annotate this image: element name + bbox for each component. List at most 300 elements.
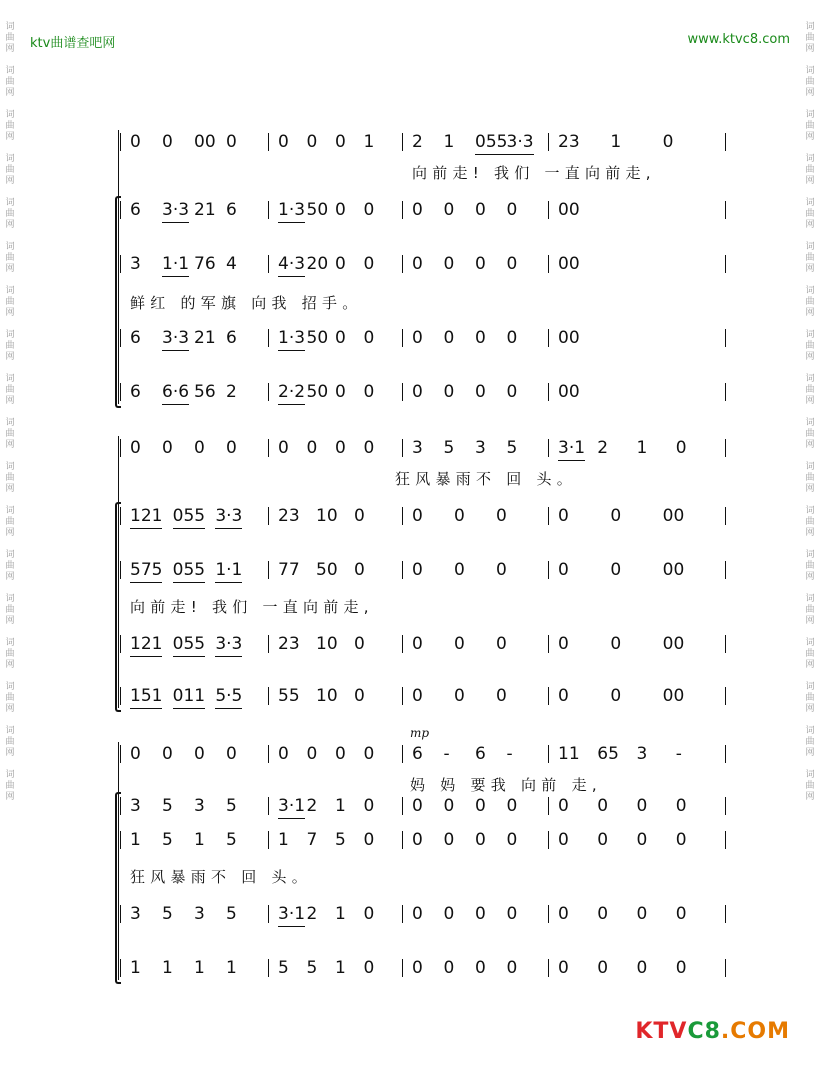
note-token: 5·5: [215, 684, 242, 709]
note-token: 0: [475, 328, 486, 348]
note-token: 21: [194, 200, 216, 220]
note-token: 0: [475, 958, 486, 978]
note-token: 5: [226, 904, 237, 924]
notation-row: [120, 252, 740, 278]
note-token: 0: [610, 686, 622, 706]
barline: [725, 635, 726, 653]
barline: [268, 201, 269, 219]
lyric-line: [120, 468, 740, 490]
note-token: 0: [506, 200, 518, 220]
note-token: 0: [130, 438, 141, 458]
note-token: 0: [558, 796, 569, 816]
barline: [120, 329, 121, 347]
note-token: 0: [475, 830, 486, 850]
notation-row: [120, 902, 740, 928]
barline: [402, 745, 403, 763]
note-token: 1: [130, 958, 141, 978]
note-token: 55: [278, 686, 300, 706]
note-token: 0: [412, 200, 423, 220]
note-token: 0: [335, 744, 346, 764]
right-watermark: 词 曲 网 词 曲 网 词 曲 网 词 曲 网 词 曲 网 词 曲 网 词 曲 网 词 曲 网 词 曲 网 词 曲 网 词 曲 网 词 曲 网 词 曲 网 词 曲 网 词 曲 网 词 曲 网 词 曲 网 词 曲 网: [805, 22, 815, 802]
note-token: 56: [194, 382, 216, 402]
note-token: 5: [278, 958, 289, 978]
note-token: 0: [475, 254, 486, 274]
notation-row: [120, 436, 740, 462]
note-token: 50: [306, 200, 329, 220]
note-token: 10: [316, 634, 338, 654]
barline: [268, 507, 269, 525]
note-token: 0: [475, 382, 486, 402]
note-token: 6: [475, 744, 486, 764]
note-token: 5: [443, 438, 455, 458]
note-token: 3: [130, 254, 141, 274]
barline: [402, 959, 403, 977]
lyric-line: [120, 774, 740, 796]
notation-row: [120, 828, 740, 854]
barline: [725, 201, 726, 219]
note-token: 055: [173, 504, 205, 529]
note-token: 0: [636, 958, 648, 978]
barline: [548, 255, 549, 273]
note-token: 0: [226, 438, 237, 458]
note-token: 1·3: [278, 326, 305, 351]
barline: [402, 635, 403, 653]
note-token: 00: [558, 328, 580, 348]
barline: [725, 959, 726, 977]
barline: [268, 635, 269, 653]
barline: [402, 561, 403, 579]
note-token: 0: [506, 382, 518, 402]
note-token: 1: [636, 438, 648, 458]
barline: [725, 383, 726, 401]
note-token: 0: [412, 328, 423, 348]
note-token: 0: [278, 132, 289, 152]
note-token: 3: [412, 438, 423, 458]
note-token: 3·1: [278, 794, 305, 819]
note-token: 0: [412, 634, 423, 654]
note-token: 0: [675, 438, 687, 458]
note-token: 1: [335, 958, 346, 978]
note-token: 0: [475, 200, 486, 220]
note-token: 0: [506, 254, 518, 274]
note-token: 0: [363, 796, 375, 816]
note-token: 0: [443, 200, 455, 220]
barline: [120, 201, 121, 219]
note-token: 1: [335, 904, 346, 924]
note-token: 0: [454, 634, 465, 654]
note-token: 0: [558, 560, 569, 580]
note-token: 3·3: [215, 632, 242, 657]
note-token: 0: [162, 132, 173, 152]
barline: [402, 133, 403, 151]
note-token: 0: [558, 686, 569, 706]
note-token: 0: [278, 744, 289, 764]
note-token: 0: [475, 904, 486, 924]
barline: [120, 745, 121, 763]
note-token: 0: [412, 382, 423, 402]
barline: [725, 745, 726, 763]
note-token: 0: [412, 254, 423, 274]
note-token: 3·3: [215, 504, 242, 529]
barline: [120, 635, 121, 653]
note-token: 5: [162, 904, 173, 924]
left-watermark: 词 曲 网 词 曲 网 词 曲 网 词 曲 网 词 曲 网 词 曲 网 词 曲 网 词 曲 网 词 曲 网 词 曲 网 词 曲 网 词 曲 网 词 曲 网 词 曲 网 词 曲 网 词 曲 网 词 曲 网 词 曲 网: [5, 22, 15, 802]
note-token: 0: [162, 744, 173, 764]
note-token: 1: [130, 830, 141, 850]
barline: [548, 745, 549, 763]
note-token: 0: [335, 200, 346, 220]
note-token: 10: [316, 686, 338, 706]
barline: [120, 687, 121, 705]
note-token: 5: [506, 438, 518, 458]
barline: [402, 201, 403, 219]
note-token: 00: [662, 506, 685, 526]
note-token: 23: [278, 506, 300, 526]
note-token: 11: [558, 744, 580, 764]
note-token: 1: [162, 958, 173, 978]
note-token: 0: [506, 958, 518, 978]
note-token: 0: [226, 132, 237, 152]
barline: [725, 905, 726, 923]
note-token: 76: [194, 254, 216, 274]
barline: [402, 383, 403, 401]
note-token: 77: [278, 560, 300, 580]
barline: [548, 635, 549, 653]
note-token: 0: [506, 328, 518, 348]
ktvc8-logo: KTVC8.COM: [635, 1019, 790, 1044]
note-token: 0: [443, 382, 455, 402]
note-token: 1: [194, 830, 205, 850]
lyric-line: [120, 596, 740, 618]
lyric-text: 妈 妈 要我 向前 走,: [410, 776, 602, 794]
note-token: 3·1: [558, 436, 585, 461]
note-token: 0: [597, 958, 609, 978]
lyric-line: [120, 866, 740, 888]
note-token: 0: [506, 830, 518, 850]
barline: [548, 687, 549, 705]
note-token: 0: [558, 634, 569, 654]
note-token: 0: [412, 830, 423, 850]
note-token: 0: [335, 254, 346, 274]
note-token: 121: [130, 504, 162, 529]
note-token: 20: [306, 254, 329, 274]
note-token: 0: [412, 796, 423, 816]
site-url-header: www.ktvc8.com: [687, 32, 790, 47]
note-token: 055: [173, 558, 205, 583]
note-token: 151: [130, 684, 162, 709]
barline: [268, 561, 269, 579]
note-token: 3·1: [278, 902, 305, 927]
note-token: 0: [454, 686, 465, 706]
barline: [268, 329, 269, 347]
barline: [268, 383, 269, 401]
barline: [548, 201, 549, 219]
notation-row: [120, 742, 740, 768]
note-token: 3: [130, 796, 141, 816]
note-token: 00: [662, 634, 685, 654]
barline: [402, 831, 403, 849]
note-token: 0: [306, 744, 318, 764]
barline: [120, 561, 121, 579]
note-token: 0: [335, 438, 346, 458]
note-token: 5: [226, 830, 237, 850]
note-token: 0: [443, 830, 455, 850]
note-token: 0: [194, 438, 205, 458]
note-token: 0: [558, 830, 569, 850]
note-token: 055: [173, 632, 205, 657]
note-token: 0: [354, 506, 365, 526]
barline: [402, 687, 403, 705]
barline: [268, 133, 269, 151]
note-token: 0: [636, 830, 648, 850]
dynamic-marking: mp: [410, 726, 430, 740]
note-token: 5: [226, 796, 237, 816]
note-token: 0: [354, 634, 365, 654]
barline: [725, 329, 726, 347]
barline: [402, 905, 403, 923]
note-token: 7: [306, 830, 318, 850]
note-token: 6: [412, 744, 423, 764]
note-token: 5: [162, 796, 173, 816]
barline: [120, 905, 121, 923]
barline: [402, 439, 403, 457]
barline: [268, 745, 269, 763]
lyric-text: 狂风暴雨不 回 头。: [130, 868, 313, 886]
barline: [548, 831, 549, 849]
barline: [268, 831, 269, 849]
note-token: 0: [363, 382, 375, 402]
note-token: 00: [194, 132, 216, 152]
barline: [725, 831, 726, 849]
barline: [402, 329, 403, 347]
barline: [120, 383, 121, 401]
notation-row: [120, 632, 740, 658]
barline: [402, 255, 403, 273]
note-token: 0: [363, 830, 375, 850]
note-token: -: [675, 744, 682, 764]
note-token: 0: [610, 634, 622, 654]
note-token: 6: [226, 328, 237, 348]
note-token: 0: [412, 560, 423, 580]
note-token: 3: [475, 438, 486, 458]
note-token: 0: [662, 132, 674, 152]
note-token: -: [443, 744, 450, 764]
note-token: 0: [496, 506, 507, 526]
note-token: 0: [496, 634, 507, 654]
note-token: 10: [316, 506, 338, 526]
note-token: 0: [496, 560, 507, 580]
note-token: 1: [194, 958, 205, 978]
note-token: 0: [506, 904, 518, 924]
note-token: 0: [443, 328, 455, 348]
note-token: 3: [130, 904, 141, 924]
note-token: 0: [306, 438, 318, 458]
barline: [548, 905, 549, 923]
note-token: 0: [412, 506, 423, 526]
barline: [268, 439, 269, 457]
lyric-line: [120, 292, 740, 314]
note-token: 3·3: [162, 326, 189, 351]
barline: [268, 797, 269, 815]
note-token: 0: [558, 958, 569, 978]
barline: [548, 133, 549, 151]
note-token: 0: [412, 904, 423, 924]
note-token: 1: [443, 132, 455, 152]
barline: [725, 507, 726, 525]
barline: [725, 561, 726, 579]
barline: [548, 797, 549, 815]
barline: [402, 797, 403, 815]
note-token: 1: [610, 132, 622, 152]
barline: [120, 831, 121, 849]
note-token: 3·3: [507, 130, 534, 155]
note-token: 0: [412, 958, 423, 978]
lyric-text: 鲜红 的军旗 向我 招手。: [130, 294, 363, 312]
note-token: 50: [306, 382, 329, 402]
barline: [268, 905, 269, 923]
barline: [548, 329, 549, 347]
notation-row: [120, 326, 740, 352]
notation-row: [120, 504, 740, 530]
note-token: 6: [130, 328, 141, 348]
note-token: 0: [675, 958, 687, 978]
note-token: 1: [363, 132, 375, 152]
note-token: 0: [130, 132, 141, 152]
note-token: 0: [675, 830, 687, 850]
notation-row: [120, 794, 740, 820]
barline: [268, 959, 269, 977]
note-token: 2: [412, 132, 423, 152]
barline: [548, 383, 549, 401]
note-token: 0: [610, 506, 622, 526]
notation-row: [120, 684, 740, 710]
note-token: 2·2: [278, 380, 305, 405]
note-token: 00: [558, 200, 580, 220]
note-token: 5: [162, 830, 173, 850]
note-token: 0: [162, 438, 173, 458]
note-token: 2: [597, 438, 609, 458]
barline: [402, 507, 403, 525]
note-token: 0: [443, 254, 455, 274]
barline: [725, 133, 726, 151]
note-token: 0: [610, 560, 622, 580]
note-token: 00: [558, 254, 580, 274]
note-token: 0: [506, 796, 518, 816]
note-token: 1·3: [278, 198, 305, 223]
barline: [548, 959, 549, 977]
note-token: 0: [475, 796, 486, 816]
note-token: 0: [496, 686, 507, 706]
note-token: 575: [130, 558, 162, 583]
note-token: 0: [443, 796, 455, 816]
note-token: 6: [226, 200, 237, 220]
lyric-text: 向前走! 我们 一直向前走,: [412, 164, 656, 182]
note-token: 0: [363, 328, 375, 348]
note-token: 3: [194, 904, 205, 924]
note-token: 0: [363, 200, 375, 220]
note-token: 0: [130, 744, 141, 764]
note-token: 1·1: [162, 252, 189, 277]
note-token: 0: [636, 796, 648, 816]
note-token: 0: [363, 254, 375, 274]
note-token: 0: [363, 958, 375, 978]
lyric-text: 向前走! 我们 一直向前走,: [130, 598, 374, 616]
note-token: 00: [662, 560, 685, 580]
note-token: 0: [354, 686, 365, 706]
lyric-text: 狂风暴雨不 回 头。: [395, 470, 578, 488]
note-token: 0: [454, 506, 465, 526]
note-token: 50: [316, 560, 338, 580]
note-token: 2: [306, 904, 318, 924]
note-token: 5: [335, 830, 346, 850]
barline: [548, 561, 549, 579]
notation-row: [120, 130, 740, 156]
barline: [120, 255, 121, 273]
note-token: 1: [278, 830, 289, 850]
barline: [268, 255, 269, 273]
barline: [548, 439, 549, 457]
barline: [548, 507, 549, 525]
note-token: 0: [636, 904, 648, 924]
barline: [120, 797, 121, 815]
note-token: 4·3: [278, 252, 305, 277]
note-token: 0: [194, 744, 205, 764]
note-token: 0: [335, 132, 346, 152]
note-token: 0: [226, 744, 237, 764]
note-token: 0: [278, 438, 289, 458]
note-token: 0: [454, 560, 465, 580]
note-token: 23: [558, 132, 580, 152]
note-token: 055: [475, 130, 507, 155]
note-token: 0: [558, 904, 569, 924]
barline: [120, 133, 121, 151]
note-token: 0: [306, 132, 318, 152]
note-token: 4: [226, 254, 237, 274]
note-token: 21: [194, 328, 216, 348]
barline: [120, 507, 121, 525]
note-token: 6·6: [162, 380, 189, 405]
note-token: 65: [597, 744, 619, 764]
barline: [725, 687, 726, 705]
note-token: 0: [675, 796, 687, 816]
note-token: 50: [306, 328, 329, 348]
note-token: 0: [335, 328, 346, 348]
note-token: 0: [443, 958, 455, 978]
barline: [725, 439, 726, 457]
lyric-line: [120, 162, 740, 184]
note-token: 6: [130, 200, 141, 220]
note-token: 3·3: [162, 198, 189, 223]
note-token: 3: [636, 744, 648, 764]
note-token: 6: [130, 382, 141, 402]
note-token: 2: [226, 382, 237, 402]
note-token: 0: [335, 382, 346, 402]
note-token: 0: [363, 904, 375, 924]
note-token: 23: [278, 634, 300, 654]
note-token: 0: [354, 560, 365, 580]
note-token: 0: [412, 686, 423, 706]
site-name-header: ktv曲谱查吧网: [30, 36, 116, 51]
barline: [725, 255, 726, 273]
note-token: 0: [597, 796, 609, 816]
note-token: 00: [558, 382, 580, 402]
barline: [268, 687, 269, 705]
note-token: 0: [558, 506, 569, 526]
note-token: 0: [363, 744, 375, 764]
barline: [120, 439, 121, 457]
note-token: -: [506, 744, 513, 764]
note-token: 5: [306, 958, 318, 978]
